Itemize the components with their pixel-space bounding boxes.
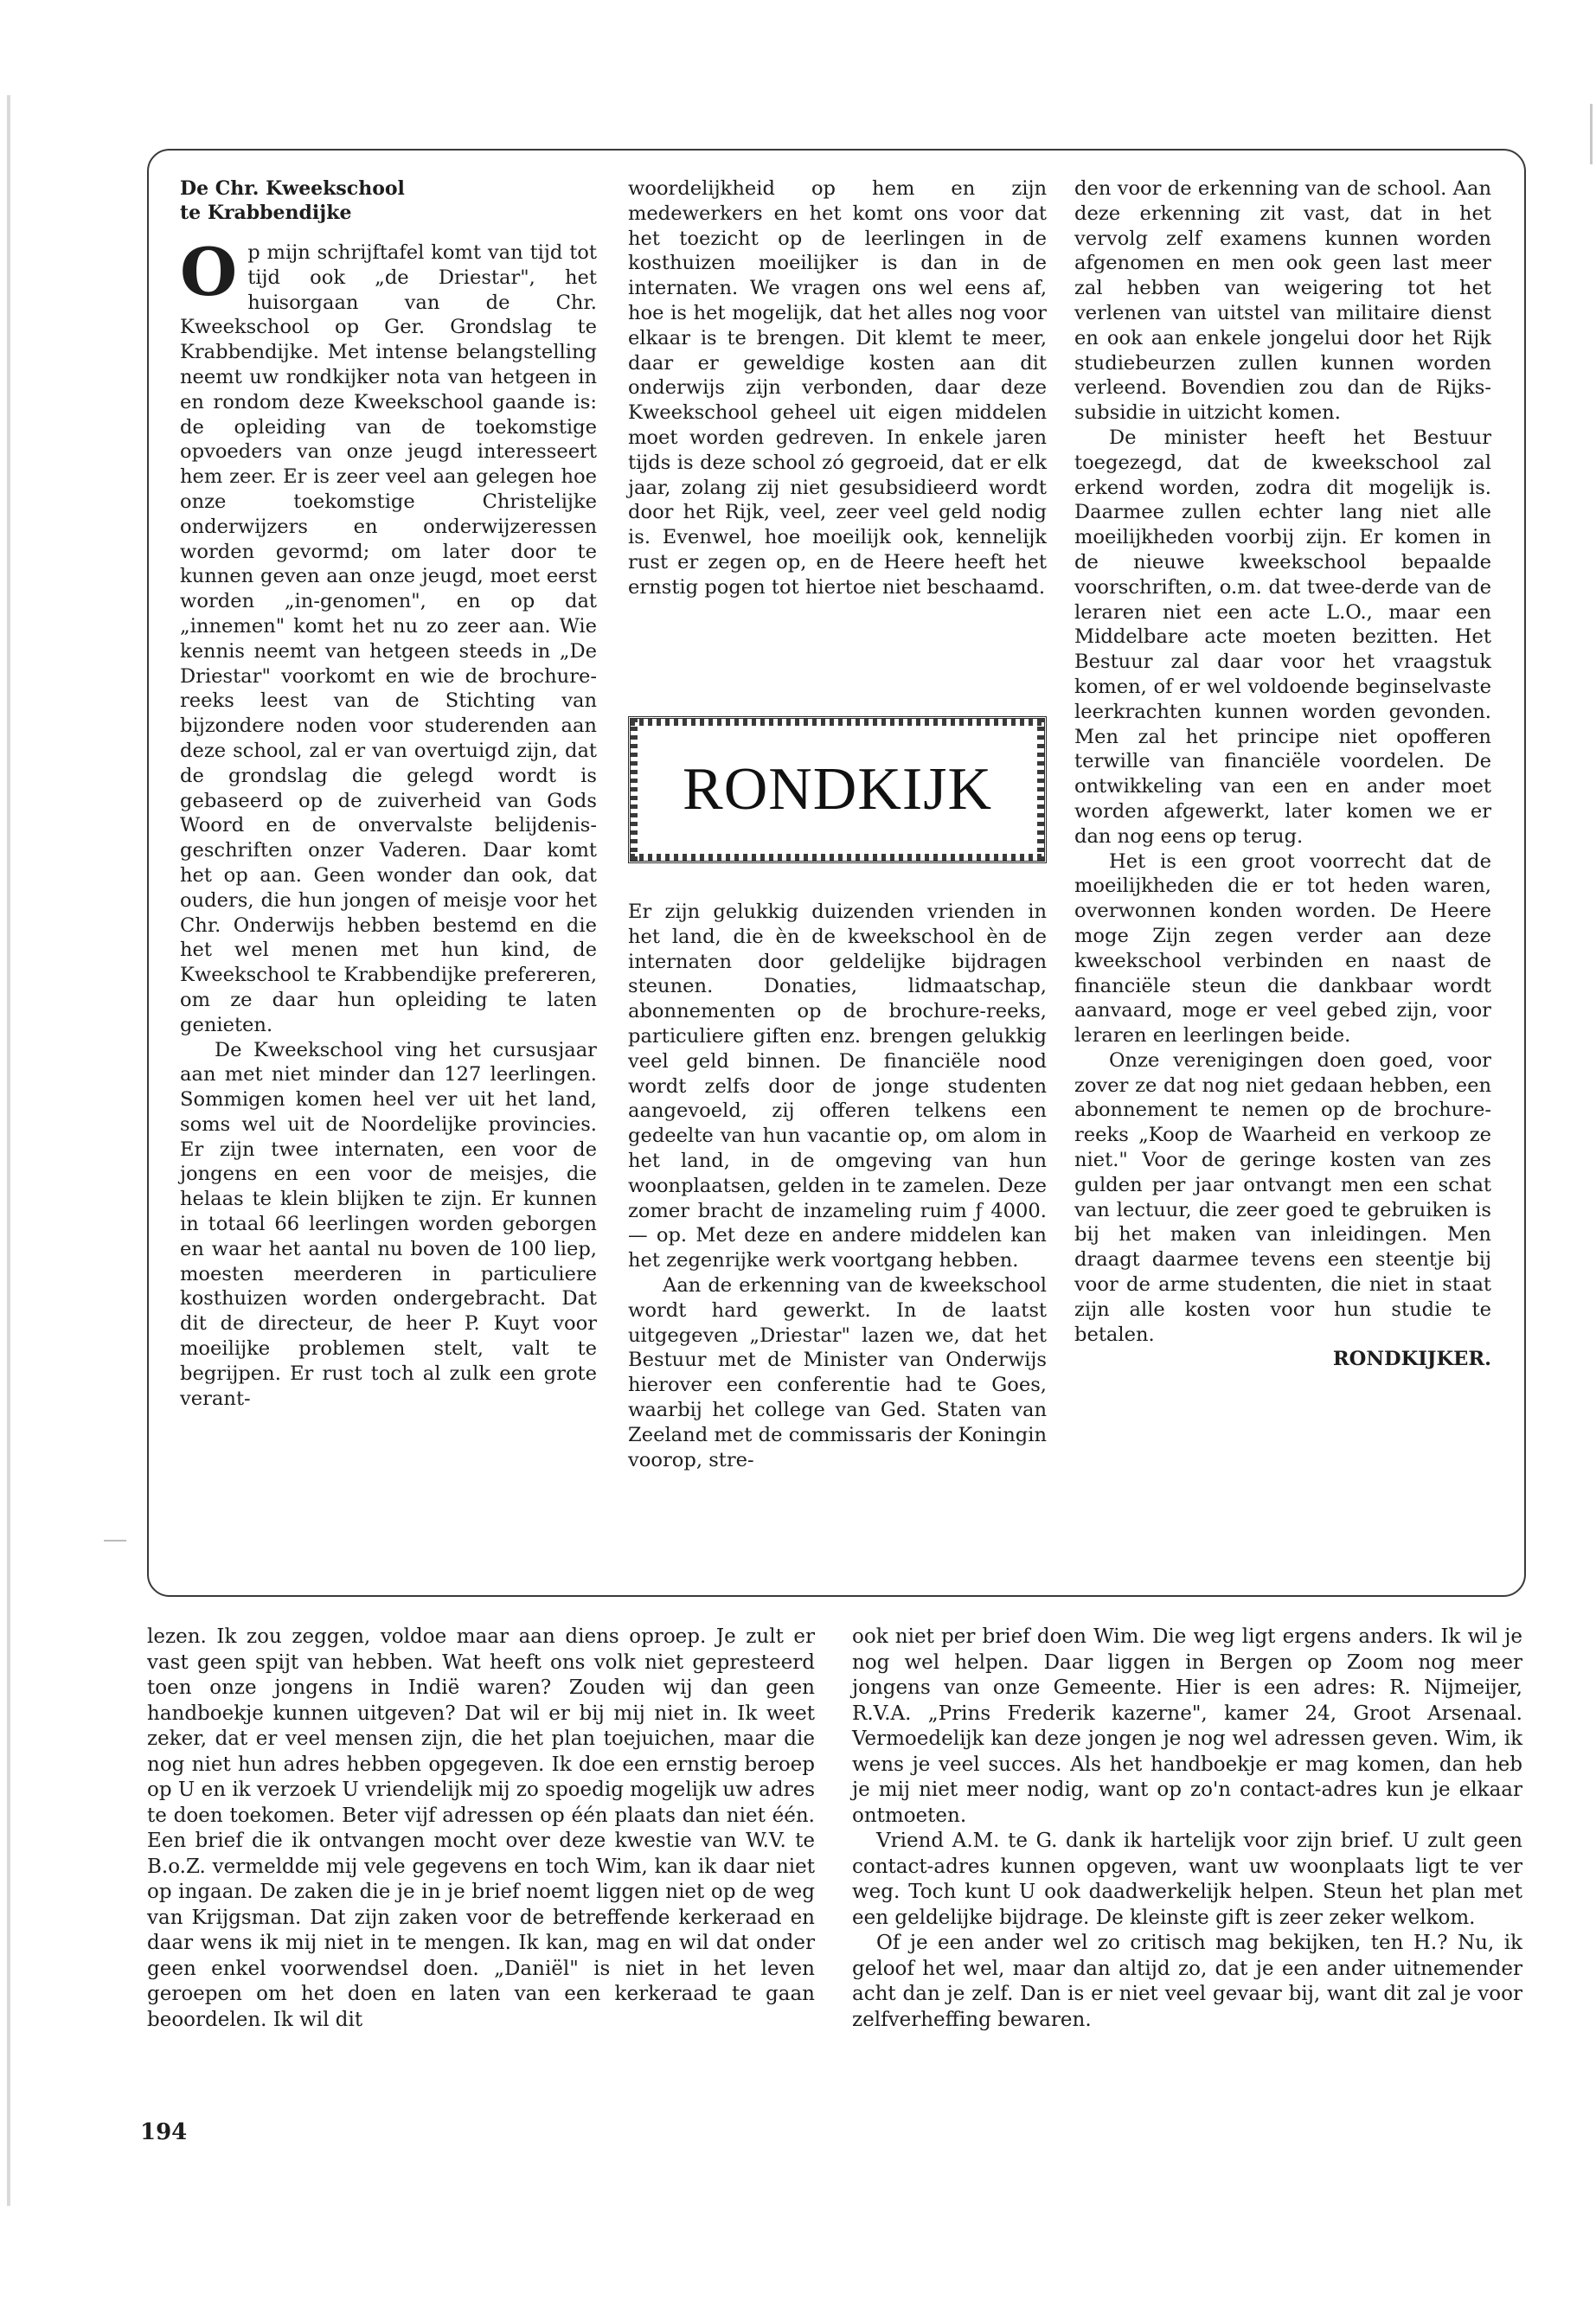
column-2-paragraph-1: woordelijkheid op hem en zijn medewerkers en het komt ons voor dat het toezicht op de leerlingen in de kosthuizen moeilijker is dan in de internaten. We vragen ons wel eens af, hoe is het mogelijk, dat het alles nog voor elkaar is te brengen. Dit klemt te meer, daar er geweldige kosten aan dit onderwijs zijn verbonden, daar deze Kweekschool geheel uit eigen middelen moet worden gedreven. In enkele jaren tijds is deze school zó gegroeid, dat er elk jaar, zolang zij niet gesubsidieerd wordt door het Rijk, veel, zeer veel geld nodig is. Evenwel, hoe moeilijk ook, kennelijk rust er zegen op, en de Heere heeft het ernstig pogen tot hiertoe niet beschaamd.	[628, 177, 1047, 599]
bottom-right-paragraph-2: Vriend A.M. te G. dank ik hartelijk voor zijn brief. U zult geen contact-adres kunnen opgeven, want uw woonplaats ligt te ver weg. Toch kunt U ook daadwerkelijk helpen. Steun het plan met een geldelijke bijdrage. De kleinste gift is zeer zeker welkom.	[852, 1830, 1522, 1929]
article-heading-line-2: te Krabbendijke	[180, 202, 352, 224]
bottom-column-left	[147, 1625, 815, 2033]
column-1-paragraph-1	[180, 234, 597, 1038]
article-heading-line-1: De Chr. Kweekschool	[180, 177, 405, 200]
article-column-2-top	[628, 176, 1047, 600]
scan-edge-left	[7, 95, 10, 2206]
column-2-paragraph-3: Aan de erkenning van de kweekschool wordt hard gewerkt. In de laatst uitgegeven „Driestar" lazen we, dat het Bestuur met de Minister van Onderwijs hierover een conferentie had te Goes, waarbij het college van Ged. Staten van Zeeland met de commissaris der Koningin voorop, stre-	[628, 1273, 1047, 1471]
drop-cap: O	[180, 234, 238, 311]
column-3-paragraph-1: den voor de erkenning van de school. Aan deze erkenning zit vast, dat in het vervolg zelf examens kunnen worden afgenomen en men ook geen last meer zal hebben van weigering tot het verlenen van uitstel van militaire dienst en ook aan enkele jongelui door het Rijk studiebeurzen zullen kunnen worden verleend. Bovendien zou dan de Rijks-subsidie in uitzicht komen.	[1074, 177, 1491, 425]
bottom-right-paragraph-1: ook niet per brief doen Wim. Die weg ligt ergens anders. Ik wil je nog wel helpen. Daar liggen in Bergen op Zoom nog meer jongens van onze Gemeente. Hier is een adres: R. Nijmeijer, R.V.A. „Prins Frederik kazerne", kamer 24, Groot Arsenaal. Vermoedelijk kan deze jongen je nog wel adressen geven. Wim, ik wens je veel succes. Als het handboekje er mag komen, dan heb je mij niet meer nodig, want op zo'n contact-adres kun je elkaar ontmoeten.	[852, 1625, 1522, 1827]
column-1-paragraph-1-text: p mijn schrijftafel komt van tijd tot tijd ook „de Driestar", het huisorgaan van de Chr. Kweekschool op Ger. Grondslag te Krabbendijke. Met intense belangstelling neemt uw rondkijker nota van hetgeen in en rondom deze Kweekschool gaande is: de opleiding van de toekomstige opvoeders van onze jeugd interesseert hem zeer. Er is zeer veel aan gelegen hoe onze toekomstige Christelijke onderwijzers en onderwijzeressen worden gevormd; om later door te kunnen geven aan onze jeugd, moet eerst worden „in-genomen", en op dat „innemen" komt het nu zo zeer aan. Wie kennis neemt van hetgeen steeds in „De Driestar" voorkomt en wie de brochure-reeks leest van de Stichting van bijzondere noden voor studerenden aan deze school, zal er van overtuigd zijn, dat de grondslag die gelegd wordt is gebaseerd op de zuiverheid van Gods Woord en de onvervalste belijdenis-geschriften onzer Vaderen. Daar komt het op aan. Geen wonder dan ook, dat ouders, die hun jongen of meisje voor het Chr. Onderwijs hebben bestemd en die het wel menen met hun kind, de Kweekschool te Krabbendijke prefereren, om ze daar hun opleiding te laten genieten.	[180, 241, 597, 1036]
article-column-3	[1074, 176, 1491, 1372]
column-3-paragraph-2: De minister heeft het Bestuur toegezegd, dat de kweekschool zal erkend worden, zodra dit mogelijk is. Daarmee zullen echter lang niet alle moeilijkheden voorbij zijn. Er komen in de nieuwe kweekschool bepaalde voorschriften, o.m. dat twee-derde van de leraren niet een acte L.O., maar een Middelbare acte moeten bezitten. Het Bestuur zal daar voor het vraagstuk komen, of er wel voldoende beginselvaste leerkrachten kunnen worden gevonden. Men zal het principe niet opofferen terwille van financiële voordelen. De ontwikkeling van een en ander moet worden afgewerkt, later komen we er dan nog eens op terug.	[1074, 426, 1491, 848]
column-3-paragraph-4: Onze verenigingen doen goed, voor zover ze dat nog niet gedaan hebben, een abonnement te nemen op de brochure-reeks „Koop de Waarheid en verkoop ze niet." Voor de geringe kosten van zes gulden per jaar ontvangt men een schat van lectuur, die zeer goed te gebruiken is bij het maken van inleidingen. Men draagt daarmee tevens een steentje bij voor de arme studenten, die niet in staat zijn alle kosten voor hun studie te betalen.	[1074, 1048, 1491, 1346]
page-number: 194	[140, 2119, 188, 2145]
bottom-left-paragraph-1: lezen. Ik zou zeggen, voldoe maar aan diens oproep. Je zult er vast geen spijt van hebben. Wat heeft ons volk niet gepresteerd toen onze jongens in Indië waren? Zouden wij dan geen handboekje kunnen uitgeven? Dat wil er bij mij niet in. Ik weet zeker, dat er veel mensen zijn, die het plan toejuichen, maar die nog niet hun adres hebben opgegeven. Ik doe een ernstig beroep op U en ik verzoek U vriendelijk mij zo spoedig mogelijk uw adres te doen toekomen. Beter vijf adressen op één plaats dan niet één. Een brief die ik ontvangen mocht over deze kwestie van W.V. te B.o.Z. vermeldde mij vele gegevens en toch Wim, kan ik daar niet op ingaan. De zaken die je in je brief noemt liggen niet op de weg van Krijgsman. Dat zijn zaken voor de betreffende kerkeraad en daar wens ik mij niet in te mengen. Ik kan, mag en wil dat onder geen enkel voorwendsel doen. „Daniël" is niet in het leven geroepen om het doen en laten van een kerkeraad te gaan beoordelen. Ik wil dit	[147, 1625, 815, 2031]
article-column-2-bottom	[628, 900, 1047, 1472]
signature: RONDKIJKER.	[1332, 1348, 1491, 1371]
scan-edge-right	[1590, 104, 1593, 164]
column-3-paragraph-3: Het is een groot voorrecht dat de moeilijkheden die er tot heden waren, overwonnen konden worden. De Heere moge Zijn zegen verder aan deze kweekschool verbinden en naast de financiële steun die dankbaar wordt aanvaard, moge er veel gebed zijn, voor leraren en leerlingen beide.	[1074, 849, 1491, 1048]
bottom-right-paragraph-3: Of je een ander wel zo critisch mag bekijken, ten H.? Nu, ik geloof het wel, maar dan altijd zo, dat je een ander uitnemender acht dan je zelf. Dan is er niet veel gevaar bij, want dit zal je voor zelfverheffing bewaren.	[852, 1932, 1522, 2031]
article-heading	[180, 176, 597, 225]
article-column-1	[180, 176, 597, 1411]
column-2-paragraph-2: Er zijn gelukkig duizenden vrienden in het land, die èn de kweekschool èn de internaten door geldelijke bijdragen steunen. Donaties, lidmaatschap, abonnementen op de brochure-reeks, particuliere giften enz. brengen gelukkig veel geld binnen. De financiële nood wordt zelfs door de jonge studenten aangevoeld, zij offeren telkens een gedeelte van hun vacantie op, om alom in het land, in de omgeving van hun woonplaatsen, gelden in te zamelen. Deze zomer bracht de inzameling ruim ƒ 4000.— op. Met deze en andere middelen kan het zegenrijke werk voortgang hebben.	[628, 901, 1047, 1272]
margin-mark	[104, 1540, 126, 1541]
bottom-column-right	[852, 1625, 1522, 2033]
column-1-paragraph-2: De Kweekschool ving het cursusjaar aan met niet minder dan 127 leerlingen. Sommigen komen heel ver uit het land, soms wel uit de Noordelijke provincies. Er zijn twee internaten, een voor de jongens en een voor de meisjes, die helaas te klein blijken te zijn. Er kunnen in totaal 66 leerlingen worden geborgen en waar het aantal nu boven de 100 liep, moesten meerderen in particuliere kosthuizen worden ondergebracht. Dat dit de directeur, de heer P. Kuyt voor moeilijke problemen stelt, valt te begrijpen. Er rust toch al zulk een grote verant-	[180, 1038, 597, 1410]
banner-title: RONDKIJK	[683, 756, 992, 823]
rondkijk-banner	[628, 716, 1047, 863]
